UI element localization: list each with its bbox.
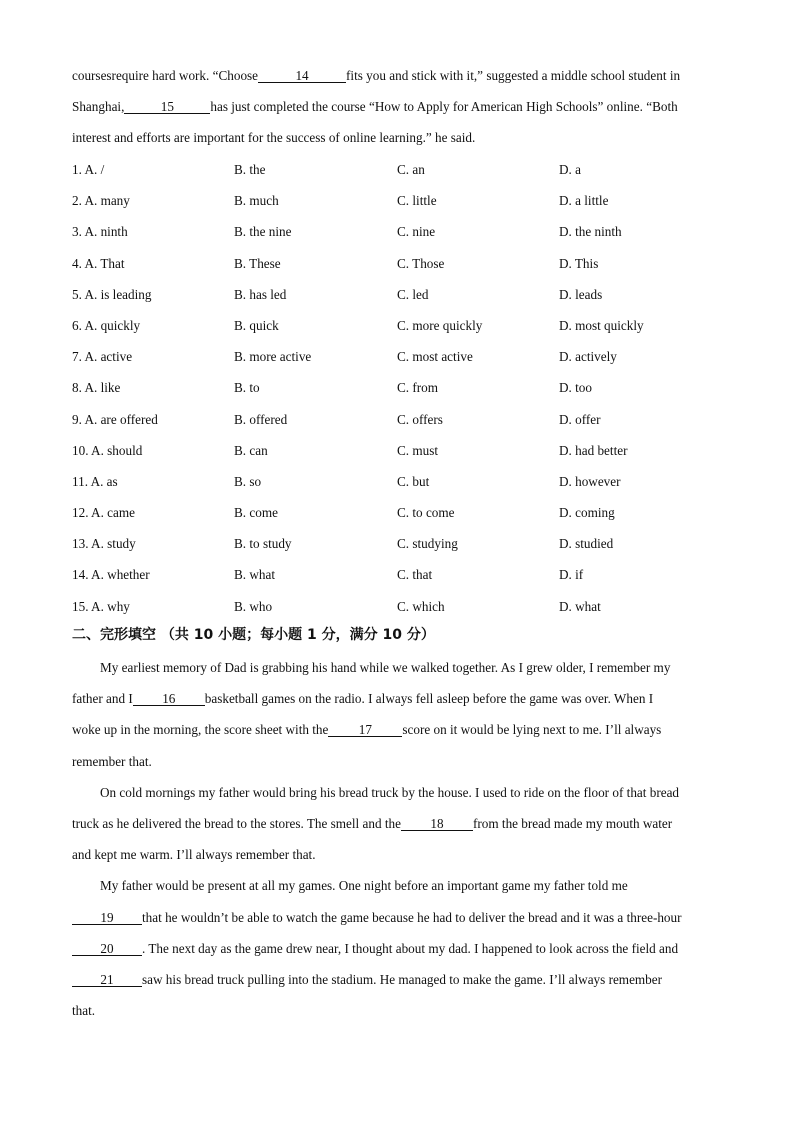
option-c: C. offers (397, 411, 443, 427)
option-b: B. offered (234, 411, 288, 427)
option-row-12 (72, 497, 722, 528)
option-c: C. Those (397, 255, 445, 271)
option-row-4 (72, 248, 722, 279)
text-line (72, 839, 722, 870)
option-row-9 (72, 404, 722, 435)
line-text: My father would be present at all my games. One night before an important game my father told me (100, 878, 628, 894)
option-d: D. if (559, 567, 584, 583)
line-text: Shanghai, (72, 99, 125, 115)
text-line (72, 652, 722, 683)
option-a: 11. A. as (72, 473, 118, 489)
option-c: C. from (397, 380, 439, 396)
option-d: D. most quickly (559, 317, 644, 333)
option-c: C. an (397, 162, 425, 177)
passage-2 (72, 652, 722, 1026)
option-b: B. so (234, 473, 262, 489)
line-text: saw his bread truck pulling into the stadium. He managed to make the game. I’ll always remember (142, 971, 663, 987)
option-a: 2. A. many (72, 193, 130, 209)
option-b: B. has led (234, 286, 287, 302)
option-row-11 (72, 466, 722, 497)
blank-21: 21 (72, 973, 142, 987)
line-text: basketball games on the radio. I always fell asleep before the game was over. When I (204, 691, 654, 707)
text-line (72, 60, 722, 91)
option-a: 10. A. should (72, 442, 143, 458)
option-d: D. the ninth (559, 224, 622, 240)
line-text: . The next day as the game drew near, I thought about my dad. I happened to look across the field and (142, 940, 679, 956)
option-b: B. the nine (234, 224, 292, 240)
option-d: D. coming (559, 505, 615, 521)
option-b: B. much (234, 193, 279, 209)
option-b: B. to study (234, 536, 292, 552)
text-line (72, 683, 722, 714)
line-text: interest and efforts are important for the success of online learning.” he said. (72, 130, 476, 146)
option-b: B. what (234, 567, 276, 583)
option-row-14 (72, 559, 722, 590)
line-text: coursesrequire hard work. “Choose (72, 68, 259, 83)
option-c: C. little (397, 193, 437, 209)
text-line (72, 808, 722, 839)
line-text: fits you and stick with it,” suggested a middle school student in (346, 68, 681, 83)
line-text: that he wouldn’t be able to watch the game because he had to deliver the bread and it was a three-hour (142, 909, 682, 925)
blank-16: 16 (133, 692, 205, 706)
section-heading: 二、完形填空 （共 10 小题；每小题 1 分，满分 10 分） (72, 627, 435, 643)
option-d: D. a little (559, 193, 609, 209)
option-a: 7. A. active (72, 349, 133, 365)
option-c: C. studying (397, 536, 458, 552)
option-row-2 (72, 185, 722, 216)
line-text: remember that. (72, 753, 152, 769)
option-row-1 (72, 154, 722, 185)
blank-19: 19 (72, 911, 142, 925)
option-d: D. actively (559, 349, 617, 365)
option-c: C. that (397, 567, 433, 583)
option-c: C. nine (397, 224, 436, 240)
text-line (72, 964, 722, 995)
option-a: 6. A. quickly (72, 317, 141, 333)
option-d: D. had better (559, 442, 628, 458)
option-d: D. a (559, 162, 581, 177)
option-a: 12. A. came (72, 505, 135, 521)
option-d: D. leads (559, 286, 603, 302)
answer-options (72, 154, 722, 622)
option-b: B. more active (234, 349, 312, 365)
option-c: C. most active (397, 349, 473, 365)
blank-17: 17 (328, 723, 402, 737)
option-a: 4. A. That (72, 255, 125, 271)
text-line (72, 714, 722, 745)
blank-18: 18 (401, 817, 473, 831)
option-a: 13. A. study (72, 536, 136, 552)
option-row-8 (72, 372, 722, 403)
option-d: D. what (559, 598, 601, 614)
line-text: that. (72, 1003, 96, 1019)
line-text: truck as he delivered the bread to the stores. The smell and the (72, 815, 401, 831)
option-row-5 (72, 279, 722, 310)
text-line (72, 746, 722, 777)
blank-20: 20 (72, 942, 142, 956)
line-text: My earliest memory of Dad is grabbing his hand while we walked together. As I grew older, I remember my (100, 660, 671, 675)
option-a: 15. A. why (72, 598, 130, 614)
option-row-6 (72, 310, 722, 341)
line-text: woke up in the morning, the score sheet with the (72, 722, 329, 738)
option-d: D. too (559, 380, 592, 396)
line-text: On cold mornings my father would bring his bread truck by the house. I used to ride on the floor of that bread (100, 784, 680, 800)
option-a: 8. A. like (72, 380, 121, 396)
line-text: father and I (72, 691, 133, 707)
option-d: D. This (559, 255, 599, 271)
text-line (72, 91, 722, 122)
option-c: C. led (397, 286, 429, 302)
blank-14: 14 (258, 69, 346, 83)
option-row-13 (72, 528, 722, 559)
option-c: C. but (397, 473, 430, 489)
text-line (72, 933, 722, 964)
passage-1-ending (72, 60, 722, 154)
text-line (72, 777, 722, 808)
option-b: B. can (234, 442, 268, 458)
option-b: B. the (234, 162, 266, 177)
option-d: D. studied (559, 536, 614, 552)
option-d: D. offer (559, 411, 601, 427)
option-row-15 (72, 591, 722, 622)
option-b: B. These (234, 255, 281, 271)
option-a: 5. A. is leading (72, 286, 152, 302)
option-a: 9. A. are offered (72, 411, 158, 427)
option-c: C. which (397, 598, 445, 614)
option-b: B. who (234, 598, 273, 614)
option-row-3 (72, 216, 722, 247)
option-a: 1. A. / (72, 162, 105, 177)
option-d: D. however (559, 473, 621, 489)
option-b: B. quick (234, 317, 279, 333)
text-line (72, 995, 722, 1026)
option-row-7 (72, 341, 722, 372)
line-text: and kept me warm. I’ll always remember that. (72, 847, 316, 863)
option-row-10 (72, 435, 722, 466)
text-line (72, 870, 722, 901)
option-c: C. to come (397, 505, 455, 521)
option-c: C. must (397, 442, 439, 458)
option-c: C. more quickly (397, 317, 483, 333)
text-line (72, 122, 722, 153)
option-b: B. come (234, 505, 278, 521)
line-text: from the bread made my mouth water (472, 815, 673, 831)
option-b: B. to (234, 380, 260, 396)
line-text: score on it would be lying next to me. I’ll always (402, 722, 662, 738)
blank-15: 15 (124, 100, 210, 114)
option-a: 3. A. ninth (72, 224, 128, 240)
text-line (72, 902, 722, 933)
option-a: 14. A. whether (72, 567, 150, 583)
line-text: has just completed the course “How to Apply for American High Schools” online. “Both (210, 99, 678, 115)
